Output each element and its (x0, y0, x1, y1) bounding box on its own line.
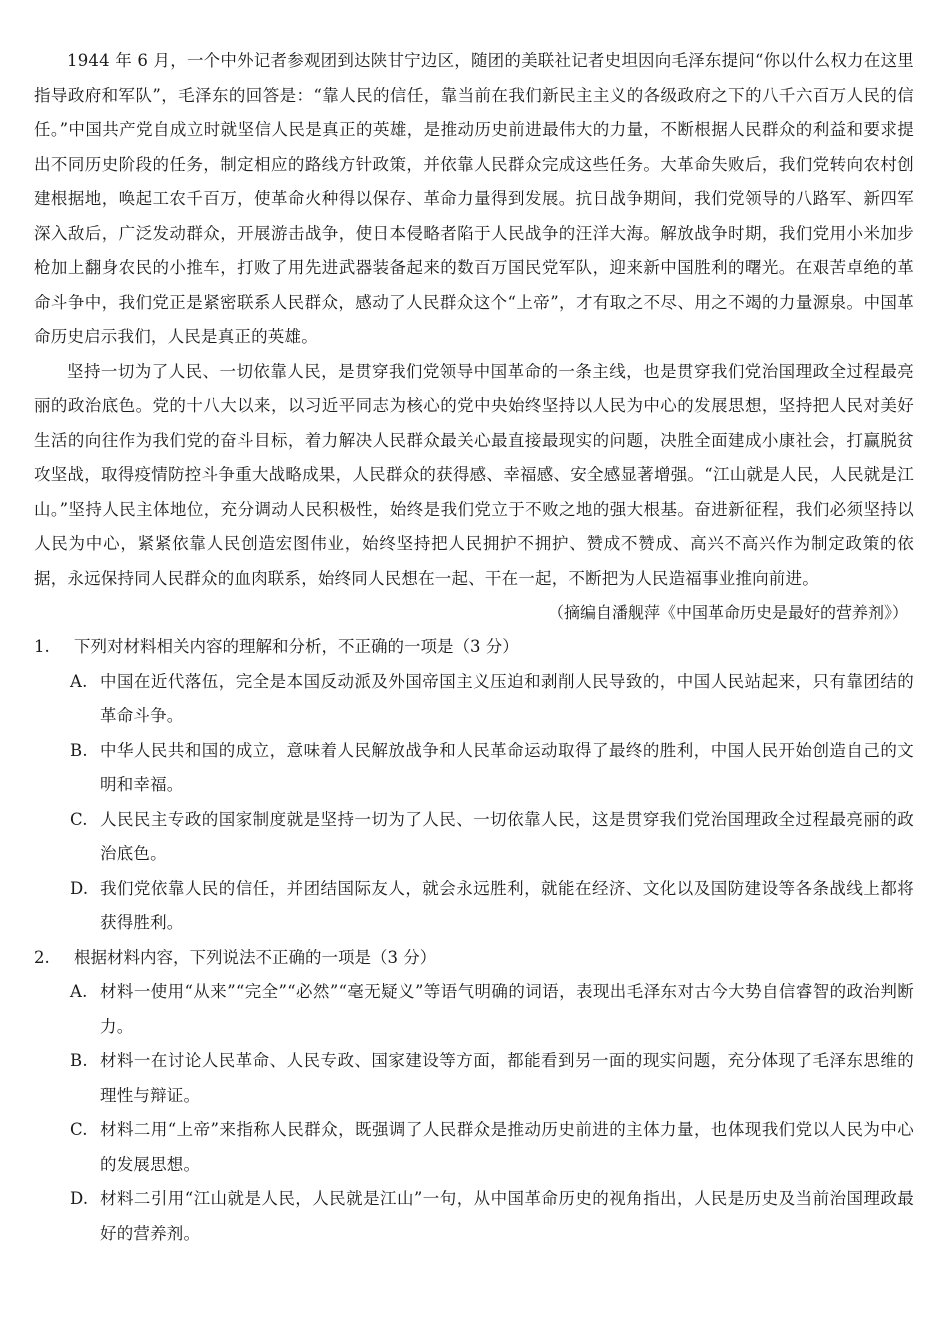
question-2-option-c (34, 1113, 914, 1182)
option-letter: C. (70, 809, 88, 829)
question-1-stem (34, 630, 914, 665)
question-1-option-d (34, 872, 914, 941)
question-2-stem (34, 941, 914, 976)
question-1-option-a (34, 665, 914, 734)
option-text: 中国在近代落伍，完全是本国反动派及外国帝国主义压迫和剥削人民导致的，中国人民站起来，只有靠团结的革命斗争。 (100, 671, 914, 725)
option-letter: D. (70, 878, 89, 898)
option-text: 材料二用“上帝”来指称人民群众，既强调了人民群众是推动历史前进的主体力量，也体现我们党以人民为中心的发展思想。 (100, 1120, 914, 1174)
question-2 (34, 941, 914, 1252)
option-text: 材料一在讨论人民革命、人民专政、国家建设等方面，都能看到另一面的现实问题，充分体现了毛泽东思维的理性与辩证。 (100, 1051, 914, 1105)
question-1-option-b (34, 734, 914, 803)
question-2-option-b (34, 1044, 914, 1113)
option-text: 中华人民共和国的成立，意味着人民解放战争和人民革命运动取得了最终的胜利，中国人民开始创造自己的文明和幸福。 (100, 740, 914, 794)
option-text: 材料一使用“从来”“完全”“必然”“毫无疑义”等语气明确的词语，表现出毛泽东对古今大势自信睿智的政治判断力。 (100, 982, 914, 1036)
option-letter: A. (70, 671, 88, 691)
passage-source: （摘编自潘舰萍《中国革命历史是最好的营养剂》） (547, 603, 908, 622)
question-1-option-c (34, 803, 914, 872)
option-text: 材料二引用“江山就是人民，人民就是江山”一句，从中国革命历史的视角指出，人民是历史及当前治国理政最好的营养剂。 (100, 1189, 914, 1243)
option-letter: D. (70, 1189, 89, 1208)
question-stem-text: 根据材料内容，下列说法不正确的一项是（3 分） (74, 947, 437, 967)
option-letter: B. (70, 740, 88, 760)
question-2-option-a (34, 975, 914, 1044)
question-number: 1. (34, 637, 50, 656)
question-stem-text: 下列对材料相关内容的理解和分析，不正确的一项是（3 分） (74, 637, 519, 656)
passage-paragraph-1: 1944 年 6 月，一个中外记者参观团到达陕甘宁边区，随团的美联社记者史坦因向毛泽东提问“你以什么权力在这里指导政府和军队”，毛泽东的回答是：“靠人民的信任，靠当前在我们新民主主义的各级政府之下的八千六百万人民的信任。”中国共产党自成立时就坚信人民是真正的英雄，是推动历史前进最伟大的力量，不断根据人民群众的利益和要求提出不同历史阶段的任务，制定相应的路线方针政策，并依靠人民群众完成这些任务。大革命失败后，我们党转向农村创建根据地，唤起工农千百万，使革命火种得以保存、革命力量得到发展。抗日战争期间，我们党领导的八路军、新四军深入敌后，广泛发动群众，开展游击战争，使日本侵略者陷于人民战争的汪洋大海。解放战争时期，我们党用小米加步枪加上翻身农民的小推车，打败了用先进武器装备起来的数百万国民党军队，迎来新中国胜利的曙光。在艰苦卓绝的革命斗争中，我们党正是紧密联系人民群众，感动了人民群众这个“上帝”，才有取之不尽、用之不竭的力量源泉。中国革命历史启示我们，人民是真正的英雄。 (34, 51, 914, 346)
option-text: 人民民主专政的国家制度就是坚持一切为了人民、一切依靠人民，这是贯穿我们党治国理政全过程最亮丽的政治底色。 (100, 809, 914, 863)
option-letter: B. (70, 1051, 88, 1070)
question-1 (34, 630, 914, 941)
option-text: 我们党依靠人民的信任，并团结国际友人，就会永远胜利，就能在经济、文化以及国防建设等各条战线上都将获得胜利。 (100, 878, 914, 932)
option-letter: C. (70, 1120, 88, 1139)
exam-page (34, 44, 914, 1251)
option-letter: A. (70, 982, 88, 1001)
passage-paragraph-2: 坚持一切为了人民、一切依靠人民，是贯穿我们党领导中国革命的一条主线，也是贯穿我们党治国理政全过程最亮丽的政治底色。党的十八大以来，以习近平同志为核心的党中央始终坚持以人民为中心的发展思想，坚持把人民对美好生活的向往作为我们党的奋斗目标，着力解决人民群众最关心最直接最现实的问题，决胜全面建成小康社会，打赢脱贫攻坚战，取得疫情防控斗争重大战略成果，人民群众的获得感、幸福感、安全感显著增强。“江山就是人民，人民就是江山。”坚持人民主体地位，充分调动人民积极性，始终是我们党立于不败之地的强大根基。奋进新征程，我们必须坚持以人民为中心，紧紧依靠人民创造宏图伟业，始终坚持把人民拥护不拥护、赞成不赞成、高兴不高兴作为制定政策的依据，永远保持同人民群众的血肉联系，始终同人民想在一起、干在一起，不断把为人民造福事业推向前进。 (34, 361, 914, 588)
question-number: 2. (34, 947, 50, 967)
question-2-option-d (34, 1182, 914, 1251)
